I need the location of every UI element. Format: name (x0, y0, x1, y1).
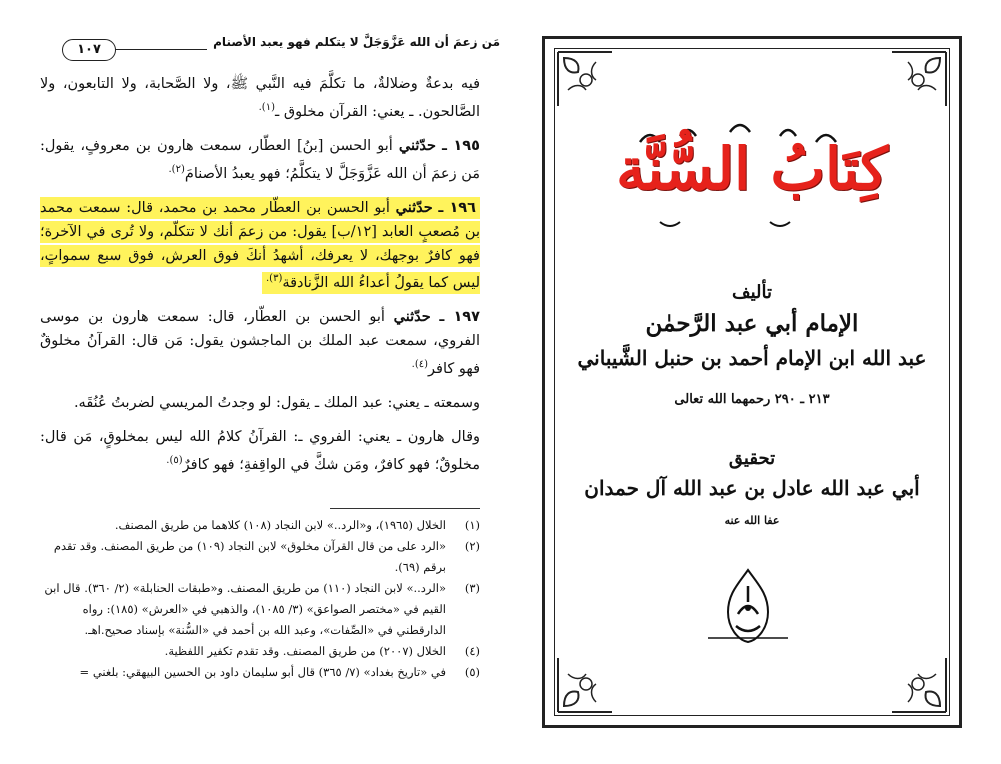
footnote-number: (٢) (464, 539, 480, 553)
footnote-number: (٤) (464, 644, 480, 658)
hadith-lead-word: حدّثني (395, 198, 433, 216)
paragraph-continuation (40, 72, 480, 124)
publisher-logo-icon (698, 566, 798, 646)
footnote-number: (٥) (464, 665, 480, 679)
author-full-name: عبد الله ابن الإمام أحمد بن حنبل الشَّيباني (577, 346, 927, 370)
footnote-marker: (٤). (411, 359, 429, 371)
paragraph (40, 391, 480, 415)
footnote-number: (١) (464, 518, 480, 532)
hadith-lead-word: حدّثني (398, 136, 436, 154)
footnote (40, 641, 480, 662)
footnote-text: الخلال (١٩٦٥)، و«الرد..» لابن النجاد (١٠٨) كلاهما من طريق المصنف. (114, 518, 446, 532)
book-title-block (570, 130, 934, 208)
editor-dua: عفا الله عنه (724, 514, 780, 527)
corner-ornament-icon (890, 656, 948, 714)
corner-ornament-icon (556, 656, 614, 714)
hadith-number: ١٩٥ ـ (441, 137, 480, 154)
footnote-text: الخلال (٢٠٠٧) من طريق المصنف. وقد تقدم تكفير اللفظية. (164, 644, 446, 658)
hadith-text: أبو الحسن بن العطّار محمد بن محمد، قال: سمعت محمد بن مُصعبٍ العابد [١٢/ب] يقول: من زعمَ أنك لا تتكلّم، ولا تُرى في الآخرة؛ فهو كافرٌ بوجهك، لا يعرفك، أشهدُ أنكَ فوق العرش، فوق سبع سمواتٍ، ليس كما يقولُ أعداءُ الله الزَّنادقة (40, 199, 481, 292)
hadith-196 (40, 196, 480, 296)
main-text (40, 72, 480, 487)
footnote-marker: (١). (258, 102, 275, 113)
footnote-marker: (٥). (166, 455, 183, 467)
footnote-text: «الرد على من قال القرآن مخلوق» لابن النجاد (١٠٩) من طريق المصنف. وقد تقدم برقم (٦٩). (53, 539, 446, 574)
hadith-text: أبو الحسن [بنُ] العطّار، سمعت هارون بن معروفٍ، يقول: مَن زعمَ أن الله عَزَّوَجَلَّ لا يتكلَّمُ؛ فهو يعبدُ الأصنامَ (40, 137, 480, 182)
author-dates: ٢١٣ ـ ٢٩٠ رحمهما الله تعالى (674, 392, 830, 407)
footnote-marker: (٢). (168, 163, 185, 175)
footnote-text: «الرد..» لابن النجاد (١١٠) من طريق المصنف. و«طبقات الحنابلة» (٢/ ٣٦٠). قال ابن القيم في «مختصر الصواعق» (٣/ ١٠٨٥)، والذهبي في «العرش» (١٨٥): رواه الدارقطني في «الصِّفات»، وعبد الله بن أحمد في «السُّنة» بإسناد صحيح.اهـ. (44, 581, 446, 637)
footnote (40, 662, 480, 683)
book-title: كِتَابُ السُّنَّة (616, 135, 888, 203)
editor-name: أبي عبد الله عادل بن عبد الله آل حمدان (584, 476, 920, 500)
footnotes (40, 508, 480, 683)
page-number: ١٠٧ (62, 39, 116, 61)
corner-ornament-icon (890, 50, 948, 108)
footnote-text: في «تاريخ بغداد» (٧/ ٣٦٥) قال أبو سليمان داود بن الحسين البيهقي: بلغني = (79, 665, 446, 679)
running-header (62, 30, 500, 58)
footnote-number: (٣) (464, 581, 480, 595)
hadith-lead-word: حدّثني (393, 308, 431, 326)
hadith-195 (40, 134, 480, 186)
paragraph (40, 425, 480, 477)
running-title: مَن زعمَ أن الله عَزَّوَجَلَّ لا يتكلم فهو يعبد الأصنام (207, 34, 500, 50)
corner-ornament-icon (556, 50, 614, 108)
footnote-divider (330, 508, 480, 509)
hadith-text: أبو الحسن بن العطّار، قال: سمعت هارون بن موسى الفروي، سمعت عبد الملك بن الماجشون يقول: مَن قال: القرآنُ مخلوقٌ فهو كافر (40, 309, 480, 378)
hadith-number: ١٩٧ ـ (439, 309, 481, 326)
highlighted-passage (40, 197, 480, 295)
right-page-title (500, 0, 1001, 764)
footnote-marker: (٣). (265, 273, 283, 285)
paragraph-text: وسمعته ـ يعني: عبد الملك ـ يقول: لو وجدتُ المريسي لضربتُ عُنُقَه. (73, 395, 480, 412)
authored-by-label: تأليف (731, 282, 773, 303)
author-kunya: الإمام أبي عبد الرَّحمٰن (645, 310, 859, 337)
hadith-number: ١٩٦ ـ (438, 199, 477, 216)
left-page (0, 0, 500, 764)
footnote (40, 515, 480, 536)
tahqiq-label: تحقيق (728, 448, 776, 469)
paragraph-text: فيه بدعةٌ وضلالةٌ، ما تكلَّمَ فيه النَّبي ﷺ، ولا الصَّحابة، ولا التابعون، ولا الصَّالحون. ـ يعني: القرآن مخلوق ـ (40, 76, 480, 120)
footnote (40, 536, 480, 578)
hadith-197 (40, 305, 480, 381)
paragraph-text: وقال هارون ـ يعني: الفروي ـ: القرآنُ كلامُ الله ليس بمخلوقٍ، مَن قال: مخلوقٌ؛ فهو كافرٌ، ومَن شكَّ في الواقِفةِ؛ فهو كافرٌ (40, 429, 480, 474)
footnote (40, 578, 480, 641)
